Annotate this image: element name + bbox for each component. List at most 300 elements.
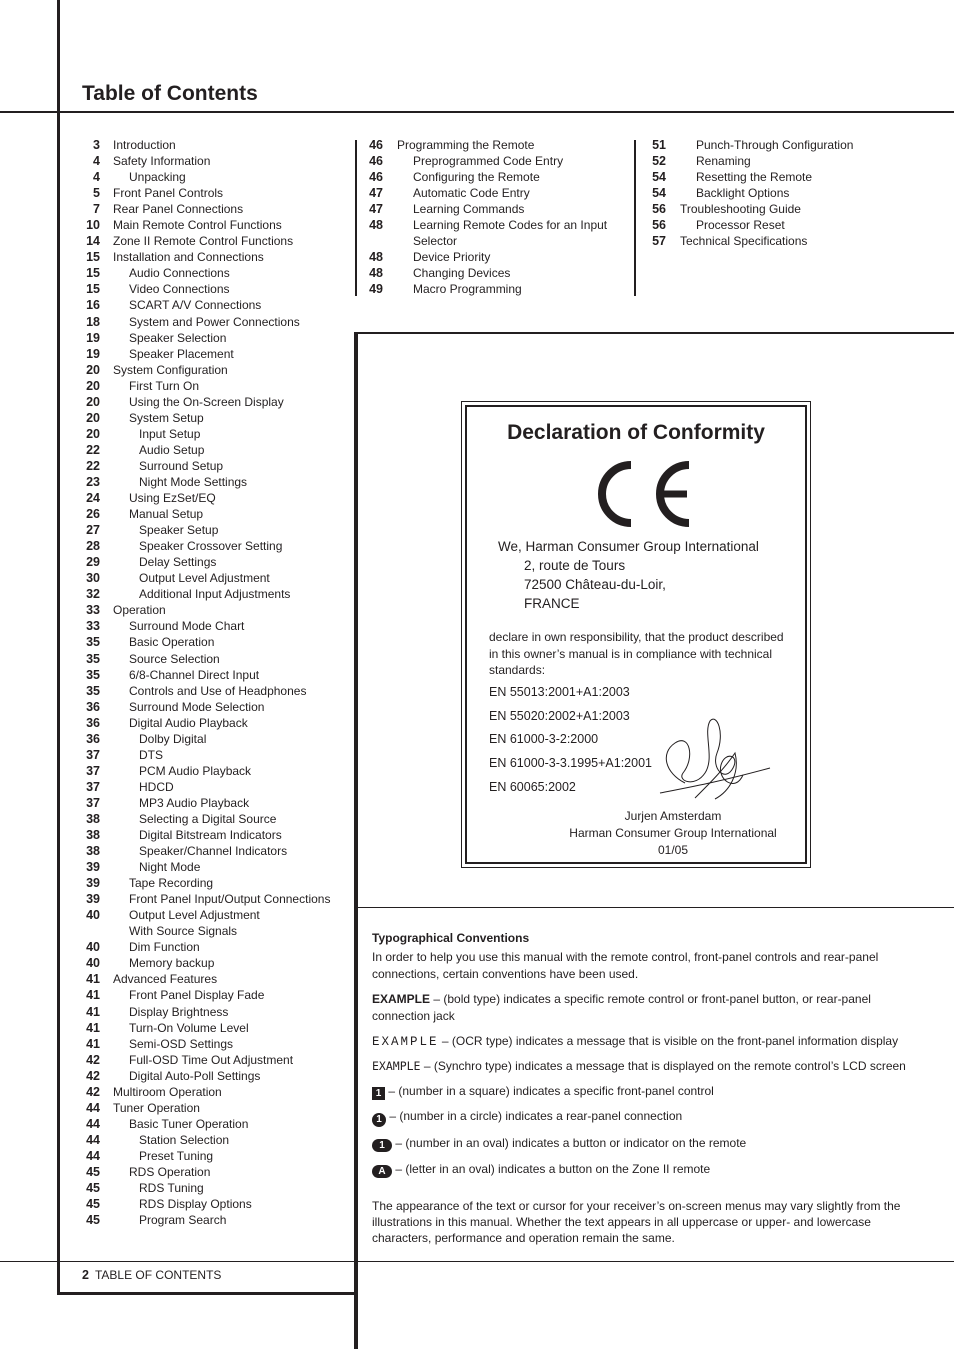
standard-4: EN 61000-3-3.1995+A1:2001 (489, 756, 652, 770)
toc-page-number: 48 (369, 250, 383, 265)
page-footer (82, 1268, 221, 1282)
toc-entry (82, 522, 342, 538)
toc-entry-label: Selecting a Digital Source (139, 811, 277, 826)
toc-page-number: 57 (652, 234, 666, 249)
toc-entry (82, 683, 342, 699)
bold-example-desc: – (bold type) indicates a specific remote control or front-panel button, or rear-panel connection jack (372, 991, 871, 1023)
toc-entry (82, 506, 342, 522)
toc-entry-label: Changing Devices (413, 266, 511, 281)
toc-page-number: 26 (86, 507, 100, 522)
toc-entry (82, 362, 342, 378)
toc-entry (366, 169, 636, 185)
footer-label: TABLE OF CONTENTS (94, 1268, 222, 1282)
toc-page-number: 48 (369, 266, 383, 281)
toc-entry (82, 490, 342, 506)
toc-page-number: 54 (652, 186, 666, 201)
toc-page-number: 24 (86, 491, 100, 506)
toc-entry (82, 265, 342, 281)
toc-entry (82, 811, 342, 827)
toc-entry (650, 137, 890, 153)
toc-page-number: 45 (86, 1165, 100, 1179)
toc-entry-label: Dim Function (129, 940, 200, 955)
toc-entry-label: Digital Bitstream Indicators (139, 828, 282, 843)
toc-entry-label: Output Level Adjustment (139, 571, 270, 586)
toc-entry (82, 394, 342, 410)
toc-entry-label: Front Panel Controls (113, 186, 224, 201)
center-divider-bar (354, 332, 358, 1349)
typo-letter (372, 1161, 912, 1179)
standard-5: EN 60065:2002 (489, 780, 576, 794)
toc-entry (82, 795, 342, 811)
toc-entry-label: Source Selection (129, 651, 220, 666)
toc-page-number: 37 (86, 779, 100, 794)
standard-1: EN 55013:2001+A1:2003 (489, 685, 630, 699)
toc-page-number: 20 (86, 426, 100, 441)
toc-entry (82, 1148, 342, 1164)
toc-entry (82, 346, 342, 362)
toc-page-number: 52 (652, 154, 666, 169)
ocr-example-word: EXAMPLE (372, 1034, 439, 1049)
toc-entry (366, 201, 636, 217)
address-line-2: 2, route de Tours (524, 558, 626, 573)
lcd-example-desc: – (Synchro type) indicates a message that is displayed on the remote control’s LCD screen (423, 1059, 906, 1073)
toc-entry-label: Zone II Remote Control Functions (113, 234, 294, 249)
right-bottom-rule (358, 1261, 954, 1262)
toc-entry (366, 217, 636, 233)
toc-page-number: 28 (86, 539, 100, 554)
typo-bold-example (372, 991, 912, 1026)
toc-entry-label: Speaker/Channel Indicators (139, 844, 288, 859)
toc-entry-label: Front Panel Display Fade (129, 988, 265, 1003)
toc-page-number: 48 (369, 218, 383, 233)
toc-column-3 (650, 137, 890, 249)
declaration-title: Declaration of Conformity (507, 421, 765, 444)
typo-note: The appearance of the text or cursor for your receiver’s on-screen menus may vary slightly from the illustrations in this manual. Whether the text appears in all uppercase or upper- and lowercase characters, performance and operation remain the same. (372, 1199, 901, 1245)
toc-entry (82, 939, 342, 955)
toc-page-number: 27 (86, 523, 100, 538)
toc-entry (82, 137, 342, 153)
right-box-top-rule (354, 332, 954, 334)
toc-page-number: 40 (86, 956, 100, 971)
toc-entry (82, 1132, 342, 1148)
toc-page-number: 22 (86, 442, 100, 457)
toc-page-number: 51 (652, 138, 666, 152)
toc-entry (82, 281, 342, 297)
square-desc: – (number in a square) indicates a specific front-panel control (388, 1083, 714, 1098)
toc-entry-label: First Turn On (129, 378, 200, 393)
toc-page-number: 29 (86, 555, 100, 570)
toc-entry-label: Additional Input Adjustments (139, 587, 291, 602)
toc-entry (82, 297, 342, 313)
toc-page-number: 44 (86, 1132, 100, 1147)
toc-entry-label: Introduction (113, 138, 176, 152)
toc-page-number: 41 (86, 972, 100, 987)
toc-entry (366, 153, 636, 169)
toc-entry-label: Using EzSet/EQ (129, 491, 216, 506)
toc-page-number: 36 (86, 715, 100, 730)
toc-page-number: 39 (86, 860, 100, 875)
toc-entry-label: Resetting the Remote (696, 170, 813, 185)
toc-page-number: 30 (86, 571, 100, 586)
toc-entry (366, 249, 636, 265)
toc-page-number: 46 (369, 138, 383, 152)
toc-page-number: 41 (86, 1004, 100, 1019)
declaration-box (461, 401, 811, 868)
toc-entry (82, 827, 342, 843)
toc-entry (82, 1020, 342, 1036)
toc-entry (650, 169, 890, 185)
toc-entry (82, 410, 342, 426)
toc-entry-label: Using the On-Screen Display (129, 394, 284, 409)
footer-page-number: 2 (82, 1268, 89, 1282)
toc-entry-label: Surround Mode Selection (129, 699, 265, 714)
toc-page-number: 14 (86, 234, 100, 249)
toc-page-number: 33 (86, 603, 100, 618)
toc-page-number: 23 (86, 474, 100, 489)
toc-entry-label: Device Priority (413, 250, 491, 265)
toc-page-number: 4 (93, 170, 100, 185)
toc-entry (82, 651, 342, 667)
toc-entry-label: Tape Recording (129, 876, 214, 891)
circle-number-icon: 1 (372, 1113, 386, 1127)
square-number-icon: 1 (372, 1087, 385, 1100)
toc-entry (366, 185, 636, 201)
title-underline (0, 111, 954, 113)
toc-entry (82, 217, 342, 233)
oval-desc: – (number in an oval) indicates a button or indicator on the remote (395, 1136, 747, 1150)
toc-entry (366, 233, 636, 249)
toc-entry (82, 1052, 342, 1068)
toc-entry-label: Configuring the Remote (413, 170, 540, 185)
toc-page-number: 20 (86, 378, 100, 393)
toc-page-number: 37 (86, 763, 100, 778)
toc-page-number: 15 (86, 250, 100, 265)
toc-entry (82, 538, 342, 554)
typo-oval (372, 1135, 912, 1153)
toc-page-number: 20 (86, 394, 100, 409)
toc-entry (82, 634, 342, 650)
ocr-example-desc: – (OCR type) indicates a message that is visible on the front-panel information display (441, 1033, 899, 1048)
toc-entry (650, 201, 890, 217)
toc-entry-label: Surround Mode Chart (129, 619, 245, 634)
toc-entry-label: Station Selection (139, 1132, 230, 1147)
typo-ocr-example (372, 1033, 912, 1052)
typo-intro: In order to help you use this manual with the remote control, front-panel controls and rear-panel connections, certain conventions have been used. (372, 949, 879, 981)
toc-entry (650, 217, 890, 233)
toc-page-number: 42 (86, 1068, 100, 1083)
toc-page-number: 40 (86, 908, 100, 923)
toc-entry-label: Punch-Through Configuration (696, 138, 854, 152)
toc-entry-label: Renaming (696, 154, 751, 169)
toc-entry (82, 971, 342, 987)
toc-entry-label: Troubleshooting Guide (680, 202, 801, 217)
toc-page-number: 56 (652, 218, 666, 233)
toc-entry-label: Speaker Selection (129, 330, 227, 345)
toc-entry (650, 233, 890, 249)
toc-entry (366, 137, 636, 153)
toc-entry (82, 153, 342, 169)
toc-page-number: 45 (86, 1213, 100, 1228)
toc-entry (82, 923, 342, 939)
declaration-inner-frame (465, 405, 807, 864)
toc-entry-label: Basic Operation (129, 635, 215, 650)
toc-entry-label: Digital Auto-Poll Settings (129, 1068, 261, 1083)
toc-page-number: 15 (86, 282, 100, 297)
toc-entry-label: Preprogrammed Code Entry (413, 154, 564, 169)
toc-entry-label: 6/8-Channel Direct Input (129, 667, 260, 682)
toc-page-number: 19 (86, 330, 100, 345)
toc-entry (82, 1196, 342, 1212)
toc-page-number: 40 (86, 940, 100, 955)
toc-entry-label: Dolby Digital (139, 731, 207, 746)
toc-page-number: 42 (86, 1084, 100, 1099)
toc-page-number: 45 (86, 1197, 100, 1212)
toc-entry (82, 763, 342, 779)
toc-page-number: 15 (86, 266, 100, 281)
toc-column-2 (366, 137, 636, 297)
toc-entry (82, 233, 342, 249)
toc-entry (82, 185, 342, 201)
toc-page-number: 41 (86, 1036, 100, 1051)
toc-entry-label: RDS Operation (129, 1165, 211, 1179)
toc-page-number: 47 (369, 186, 383, 201)
toc-entry (82, 426, 342, 442)
toc-entry (650, 185, 890, 201)
toc-page-number: 35 (86, 683, 100, 698)
toc-entry (82, 586, 342, 602)
toc-entry (82, 955, 342, 971)
toc-entry-label: Speaker Setup (139, 523, 219, 538)
toc-entry-label: Learning Remote Codes for an Input (413, 218, 608, 233)
toc-page-number: 35 (86, 667, 100, 682)
toc-entry (82, 891, 342, 907)
toc-entry (82, 987, 342, 1003)
ce-mark-icon (595, 459, 691, 529)
letter-desc: – (letter in an oval) indicates a button on the Zone II remote (395, 1161, 711, 1176)
toc-entry (82, 201, 342, 217)
toc-entry (82, 699, 342, 715)
footer-top-rule (0, 1261, 354, 1262)
left-margin-bar (57, 0, 60, 1295)
typo-heading: Typographical Conventions (372, 931, 530, 945)
toc-entry-label: MP3 Audio Playback (139, 795, 250, 810)
typo-square (372, 1083, 912, 1101)
toc-page-number: 20 (86, 362, 100, 377)
toc-entry (82, 169, 342, 185)
toc-entry (82, 249, 342, 265)
toc-entry (82, 779, 342, 795)
footer-bottom-rule (57, 1292, 354, 1295)
toc-page-number: 20 (86, 410, 100, 425)
typographical-conventions (372, 930, 912, 1246)
toc-page-number: 18 (86, 314, 100, 329)
toc-entry (82, 474, 342, 490)
toc-entry-label: Unpacking (129, 170, 186, 185)
declaration-date: 01/05 (657, 843, 689, 857)
toc-entry (82, 731, 342, 747)
toc-entry-label: Delay Settings (139, 555, 217, 570)
toc-entry (366, 265, 636, 281)
toc-page-number: 10 (86, 218, 100, 233)
toc-entry-label: Input Setup (139, 426, 201, 441)
toc-page-number: 38 (86, 844, 100, 859)
toc-entry-label: Programming the Remote (397, 138, 535, 152)
toc-entry-label: Turn-On Volume Level (129, 1020, 249, 1035)
toc-page-number: 32 (86, 587, 100, 602)
toc-entry-label: Audio Setup (139, 442, 205, 457)
toc-entry (82, 458, 342, 474)
toc-entry-label: Learning Commands (413, 202, 525, 217)
toc-entry-label: Display Brightness (129, 1004, 229, 1019)
toc-entry-label: RDS Display Options (139, 1197, 252, 1212)
toc-entry (82, 378, 342, 394)
toc-page-number: 7 (93, 202, 100, 217)
toc-entry (82, 1068, 342, 1084)
toc-entry-label: Semi-OSD Settings (129, 1036, 234, 1051)
toc-entry-label: Technical Specifications (680, 234, 808, 249)
toc-entry (82, 618, 342, 634)
toc-page-number: 44 (86, 1100, 100, 1115)
toc-entry (82, 1180, 342, 1196)
toc-entry-label: Tuner Operation (113, 1100, 200, 1115)
toc-entry-label: Safety Information (113, 154, 211, 169)
lcd-example-word: EXAMPLE (372, 1059, 421, 1073)
toc-entry-label: Audio Connections (129, 266, 230, 281)
toc-page-number: 37 (86, 747, 100, 762)
toc-entry-label: Preset Tuning (139, 1148, 214, 1163)
toc-entry (82, 1036, 342, 1052)
toc-entry-label: SCART A/V Connections (129, 298, 262, 313)
toc-entry-label: Selector (413, 234, 458, 249)
toc-page-number: 5 (93, 186, 100, 201)
toc-entry-label: HDCD (139, 779, 174, 794)
toc-entry (82, 667, 342, 683)
toc-page-number: 45 (86, 1181, 100, 1196)
toc-entry-label: Manual Setup (129, 507, 204, 522)
toc-page-number: 36 (86, 699, 100, 714)
toc-entry-label: Program Search (139, 1213, 227, 1228)
toc-entry-label: Speaker Placement (129, 346, 234, 361)
toc-entry-label: System and Power Connections (129, 314, 300, 329)
toc-entry-label: Night Mode (139, 860, 201, 875)
toc-entry-label: System Configuration (113, 362, 228, 377)
address-line-1: We, Harman Consumer Group International (498, 539, 759, 554)
standard-3: EN 61000-3-2:2000 (489, 732, 599, 746)
toc-page-number: 33 (86, 619, 100, 634)
toc-page-number: 46 (369, 170, 383, 185)
toc-entry-label: With Source Signals (129, 924, 238, 939)
toc-entry (82, 602, 342, 618)
toc-page-number: 39 (86, 892, 100, 907)
bold-example-word: EXAMPLE (372, 991, 431, 1006)
toc-page-number: 36 (86, 731, 100, 746)
toc-entry (82, 1004, 342, 1020)
toc-entry-label: Main Remote Control Functions (113, 218, 282, 233)
toc-entry-label: Night Mode Settings (139, 474, 248, 489)
toc-page-number: 35 (86, 635, 100, 650)
signer-company: Harman Consumer Group International (569, 826, 777, 840)
oval-letter-icon: A (372, 1165, 392, 1178)
toc-entry (82, 1212, 342, 1228)
address-line-4: FRANCE (524, 596, 580, 611)
toc-column-1 (82, 137, 342, 1228)
declaration-statement: declare in own responsibility, that the product described in this owner’s manual is in compliance with technical standards: (489, 630, 784, 677)
toc-entry-label: Rear Panel Connections (113, 202, 244, 217)
toc-page-number: 42 (86, 1052, 100, 1067)
toc-entry-label: Backlight Options (696, 186, 790, 201)
toc-entry-label: Front Panel Input/Output Connections (129, 892, 331, 907)
toc-entry (82, 843, 342, 859)
toc-entry (82, 1084, 342, 1100)
toc-entry-label: Automatic Code Entry (413, 186, 530, 201)
toc-page-number: 38 (86, 811, 100, 826)
toc-page-number: 16 (86, 298, 100, 313)
toc-page-number: 47 (369, 202, 383, 217)
toc-entry (82, 314, 342, 330)
page-title: Table of Contents (82, 82, 258, 105)
typo-lcd-example (372, 1058, 912, 1076)
toc-page-number: 44 (86, 1148, 100, 1163)
toc-entry (650, 153, 890, 169)
toc-entry (82, 1116, 342, 1132)
col2-divider (355, 140, 357, 296)
toc-entry (82, 715, 342, 731)
toc-entry-label: Surround Setup (139, 458, 224, 473)
toc-page-number: 4 (93, 154, 100, 169)
oval-number-icon: 1 (372, 1139, 392, 1152)
toc-entry (82, 1100, 342, 1116)
toc-page-number: 3 (93, 138, 100, 152)
toc-entry-label: PCM Audio Playback (139, 763, 252, 778)
circle-desc: – (number in a circle) indicates a rear-panel connection (389, 1109, 683, 1123)
toc-entry (82, 570, 342, 586)
toc-entry (82, 907, 342, 923)
toc-entry (366, 281, 636, 297)
toc-entry-label: Digital Audio Playback (129, 715, 248, 730)
toc-entry-label: Basic Tuner Operation (129, 1116, 249, 1131)
toc-entry (82, 747, 342, 763)
toc-entry-label: System Setup (129, 410, 204, 425)
toc-page-number: 39 (86, 876, 100, 891)
toc-entry-label: Video Connections (129, 282, 230, 297)
toc-entry (82, 859, 342, 875)
toc-page-number: 35 (86, 651, 100, 666)
standard-2: EN 55020:2002+A1:2003 (489, 709, 630, 723)
toc-page-number: 38 (86, 828, 100, 843)
toc-page-number: 49 (369, 282, 383, 297)
signer-name: Jurjen Amsterdam (624, 809, 722, 823)
toc-entry-label: Speaker Crossover Setting (139, 539, 283, 554)
toc-entry-label: Macro Programming (413, 282, 522, 297)
toc-entry (82, 330, 342, 346)
toc-page-number: 56 (652, 202, 666, 217)
toc-entry-label: DTS (139, 747, 163, 762)
signature-image (655, 713, 775, 803)
toc-entry-label: Operation (113, 603, 166, 618)
toc-page-number: 41 (86, 988, 100, 1003)
toc-entry-label: Advanced Features (113, 972, 218, 987)
toc-page-number: 22 (86, 458, 100, 473)
toc-entry-label: Memory backup (129, 956, 215, 971)
toc-page-number: 19 (86, 346, 100, 361)
address-line-3: 72500 Château-du-Loir, (524, 577, 666, 592)
toc-page-number: 54 (652, 170, 666, 185)
toc-entry-label: Installation and Connections (113, 250, 264, 265)
toc-entry (82, 554, 342, 570)
toc-entry-label: Processor Reset (696, 218, 785, 233)
toc-page-number: 46 (369, 154, 383, 169)
toc-page-number: 44 (86, 1116, 100, 1131)
